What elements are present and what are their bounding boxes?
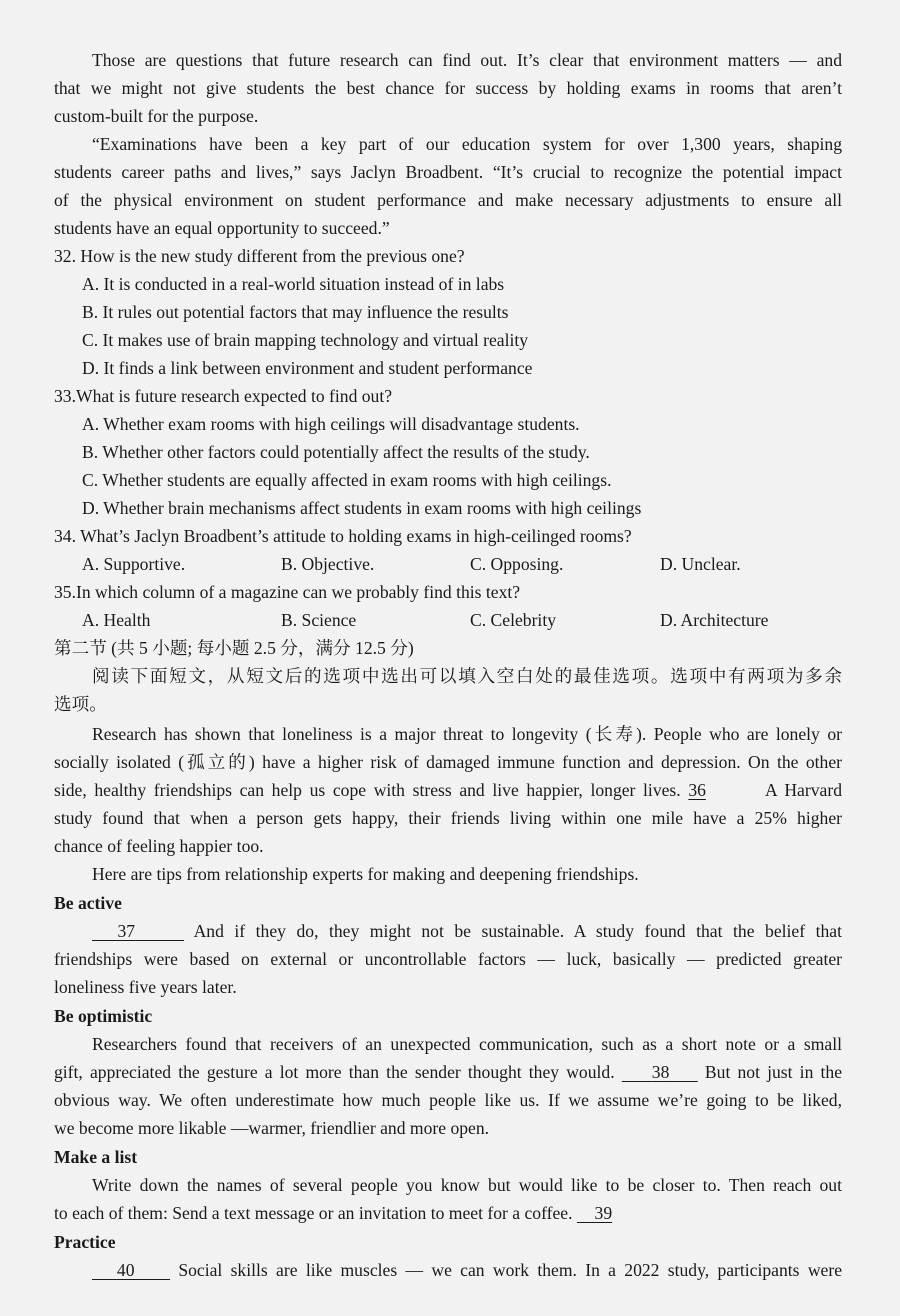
blank-36: 36 [688,780,706,800]
question-34-options [54,550,842,578]
passage-line: Research has shown that loneliness is a major threat to longevity (长寿). People who are lonely or [92,724,842,744]
passage-line: Researchers found that receivers of an unexpected communication, such as a short note or a small [92,1034,842,1054]
passage-line: loneliness five years later. [54,977,237,997]
passage-line [54,1058,842,1086]
question-32-option-a: A. It is conducted in a real-world situation instead of in labs [82,274,505,294]
paragraph-line: that we might not give students the best chance for success by holding exams in rooms that aren’t [54,78,842,98]
passage-line [92,1256,842,1284]
question-34-option-d: D. Unclear. [660,554,741,574]
paragraph-line: Those are questions that future research can find out. It’s clear that environment matters — and [92,50,842,70]
question-33-option-d: D. Whether brain mechanisms affect students in exam rooms with high ceilings [82,498,642,518]
passage-line: Write down the names of several people you know but would like to be closer to. Then reach out [92,1175,842,1195]
question-32-stem: 32. How is the new study different from the previous one? [54,246,465,266]
passage-text: And if they do, they might not be sustainable. A study found that the belief that [193,921,842,941]
passage-text: Social skills are like muscles — we can work them. In a 2022 study, participants were [178,1260,843,1280]
question-33-option-a: A. Whether exam rooms with high ceilings will disadvantage students. [82,414,580,434]
blank-40-number: 40 [116,1260,135,1280]
passage-text: gift, appreciated the gesture a lot more than the sender thought they would. [54,1062,615,1082]
question-35-options [54,606,842,634]
question-34-option-a: A. Supportive. [82,554,186,574]
question-35-option-c: C. Celebrity [470,610,557,630]
blank-39 [577,1199,621,1227]
passage-line [54,776,842,804]
paragraph-line: “Examinations have been a key part of our education system for over 1,300 years, shaping [92,134,842,154]
passage-text: A Harvard [764,780,842,800]
subheading-be-optimistic: Be optimistic [54,1006,153,1026]
passage-text: side, healthy friendships can help us cope with stress and live happier, longer lives. [54,780,681,800]
blank-38-number: 38 [651,1062,670,1082]
paragraph-line: custom-built for the purpose. [54,106,259,126]
question-35-option-a: A. Health [82,610,151,630]
question-32-option-c: C. It makes use of brain mapping technology and virtual reality [82,330,529,350]
subheading-be-active: Be active [54,893,122,913]
passage-line: friendships were based on external or uncontrollable factors — luck, basically — predicted greater [54,949,842,969]
question-35-option-b: B. Science [281,610,357,630]
blank-40 [92,1256,170,1284]
question-35-option-d: D. Architecture [660,610,769,630]
blank-38 [622,1058,698,1086]
paragraph-line: of the physical environment on student performance and make necessary adjustments to ensure all [54,190,842,210]
blank-37-number: 37 [117,921,136,941]
subheading-make-a-list: Make a list [54,1147,138,1167]
blank-39-number: 39 [594,1203,613,1223]
question-32-option-b: B. It rules out potential factors that may influence the results [82,302,509,322]
passage-line: Here are tips from relationship experts for making and deepening friendships. [92,864,639,884]
question-33-option-c: C. Whether students are equally affected in exam rooms with high ceilings. [82,470,612,490]
subheading-practice: Practice [54,1232,116,1252]
question-33-option-b: B. Whether other factors could potentially affect the results of the study. [82,442,590,462]
section-instruction: 阅读下面短文，从短文后的选项中选出可以填入空白处的最佳选项。选项中有两项为多余 [92,666,842,686]
passage-line: obvious way. We often underestimate how much people like us. If we assume we’re going to be liked, [54,1090,842,1110]
passage-line: socially isolated (孤立的) have a higher risk of damaged immune function and depression. On the other [54,752,842,772]
question-34-option-b: B. Objective. [281,554,375,574]
paragraph-line: students have an equal opportunity to succeed.” [54,218,390,238]
question-33-stem: 33.What is future research expected to find out? [54,386,393,406]
section-heading: 第二节 (共 5 小题; 每小题 2.5 分，满分 12.5 分) [54,638,414,658]
passage-line [54,1199,842,1227]
blank-37 [92,917,184,945]
passage-text: But not just in the [704,1062,842,1082]
passage-text: to each of them: Send a text message or an invitation to meet for a coffee. [54,1203,573,1223]
question-32-option-d: D. It finds a link between environment and student performance [82,358,533,378]
question-34-option-c: C. Opposing. [470,554,564,574]
paragraph-line: students career paths and lives,” says Jaclyn Broadbent. “It’s crucial to recognize the potential impact [54,162,842,182]
question-35-stem: 35.In which column of a magazine can we probably find this text? [54,582,521,602]
passage-line [92,917,842,945]
passage-line: study found that when a person gets happy, their friends living within one mile have a 25% higher [54,808,842,828]
question-34-stem: 34. What’s Jaclyn Broadbent’s attitude to holding exams in high-ceilinged rooms? [54,526,632,546]
section-instruction: 选项。 [54,694,107,714]
passage-line: chance of feeling happier too. [54,836,264,856]
passage-line: we become more likable —warmer, friendlier and more open. [54,1118,490,1138]
